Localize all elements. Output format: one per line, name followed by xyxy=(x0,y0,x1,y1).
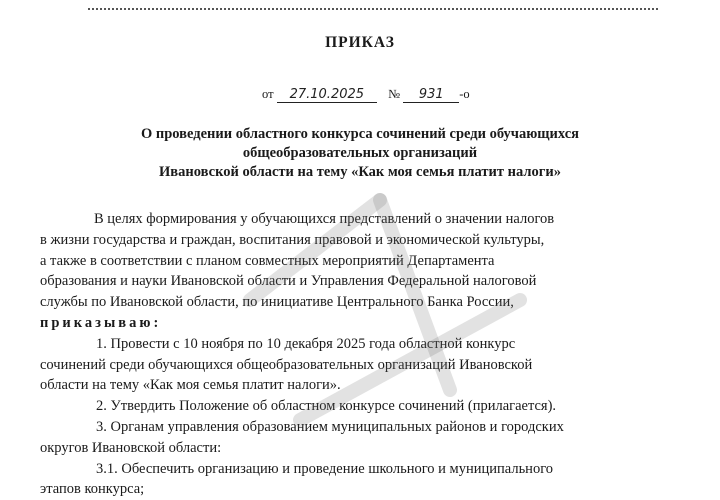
body-line: 2. Утвердить Положение об областном конкурсе сочинений (прилагается). xyxy=(96,398,557,415)
body-line: образования и науки Ивановской области и Управления Федеральной налоговой xyxy=(40,273,537,290)
order-dateline xyxy=(262,86,470,103)
number-sign: № xyxy=(388,87,400,101)
body-line: В целях формирования у обучающихся представлений о значении налогов xyxy=(94,211,555,227)
order-number: 931 xyxy=(403,88,459,103)
body-line: этапов конкурса; xyxy=(40,481,145,498)
subject-line: общеобразовательных организаций xyxy=(242,145,478,161)
header-rule xyxy=(88,8,658,10)
body-line: а также в соответствии с планом совместных мероприятий Департамента xyxy=(40,252,495,269)
body-line: округов Ивановской области: xyxy=(40,439,222,456)
body-line: 3. Органам управления образованием муниципальных районов и городских xyxy=(96,418,564,435)
order-body xyxy=(40,209,676,500)
order-word: приказываю: xyxy=(40,314,162,331)
order-subject xyxy=(0,125,720,182)
body-line: в жизни государства и граждан, воспитания правовой и экономической культуры, xyxy=(40,231,545,248)
order-date: 27.10.2025 xyxy=(277,88,377,103)
subject-line: Ивановской области на тему «Как моя семья платит налоги» xyxy=(159,164,561,180)
body-line: службы по Ивановской области, по инициативе Центрального Банка России, xyxy=(40,294,514,311)
body-line: сочинений среди обучающихся общеобразовательных организаций Ивановской xyxy=(40,356,533,373)
body-line: области на тему «Как моя семья платит налоги». xyxy=(40,377,341,394)
subject-line: О проведении областного конкурса сочинений среди обучающихся xyxy=(140,126,580,142)
body-line: 1. Провести с 10 ноября по 10 декабря 2025 года областной конкурс xyxy=(96,335,516,352)
document-title: ПРИКАЗ xyxy=(325,34,395,51)
number-suffix: -о xyxy=(459,87,470,101)
date-prefix: от xyxy=(262,87,274,101)
body-line: 3.1. Обеспечить организацию и проведение школьного и муниципального xyxy=(96,460,554,477)
